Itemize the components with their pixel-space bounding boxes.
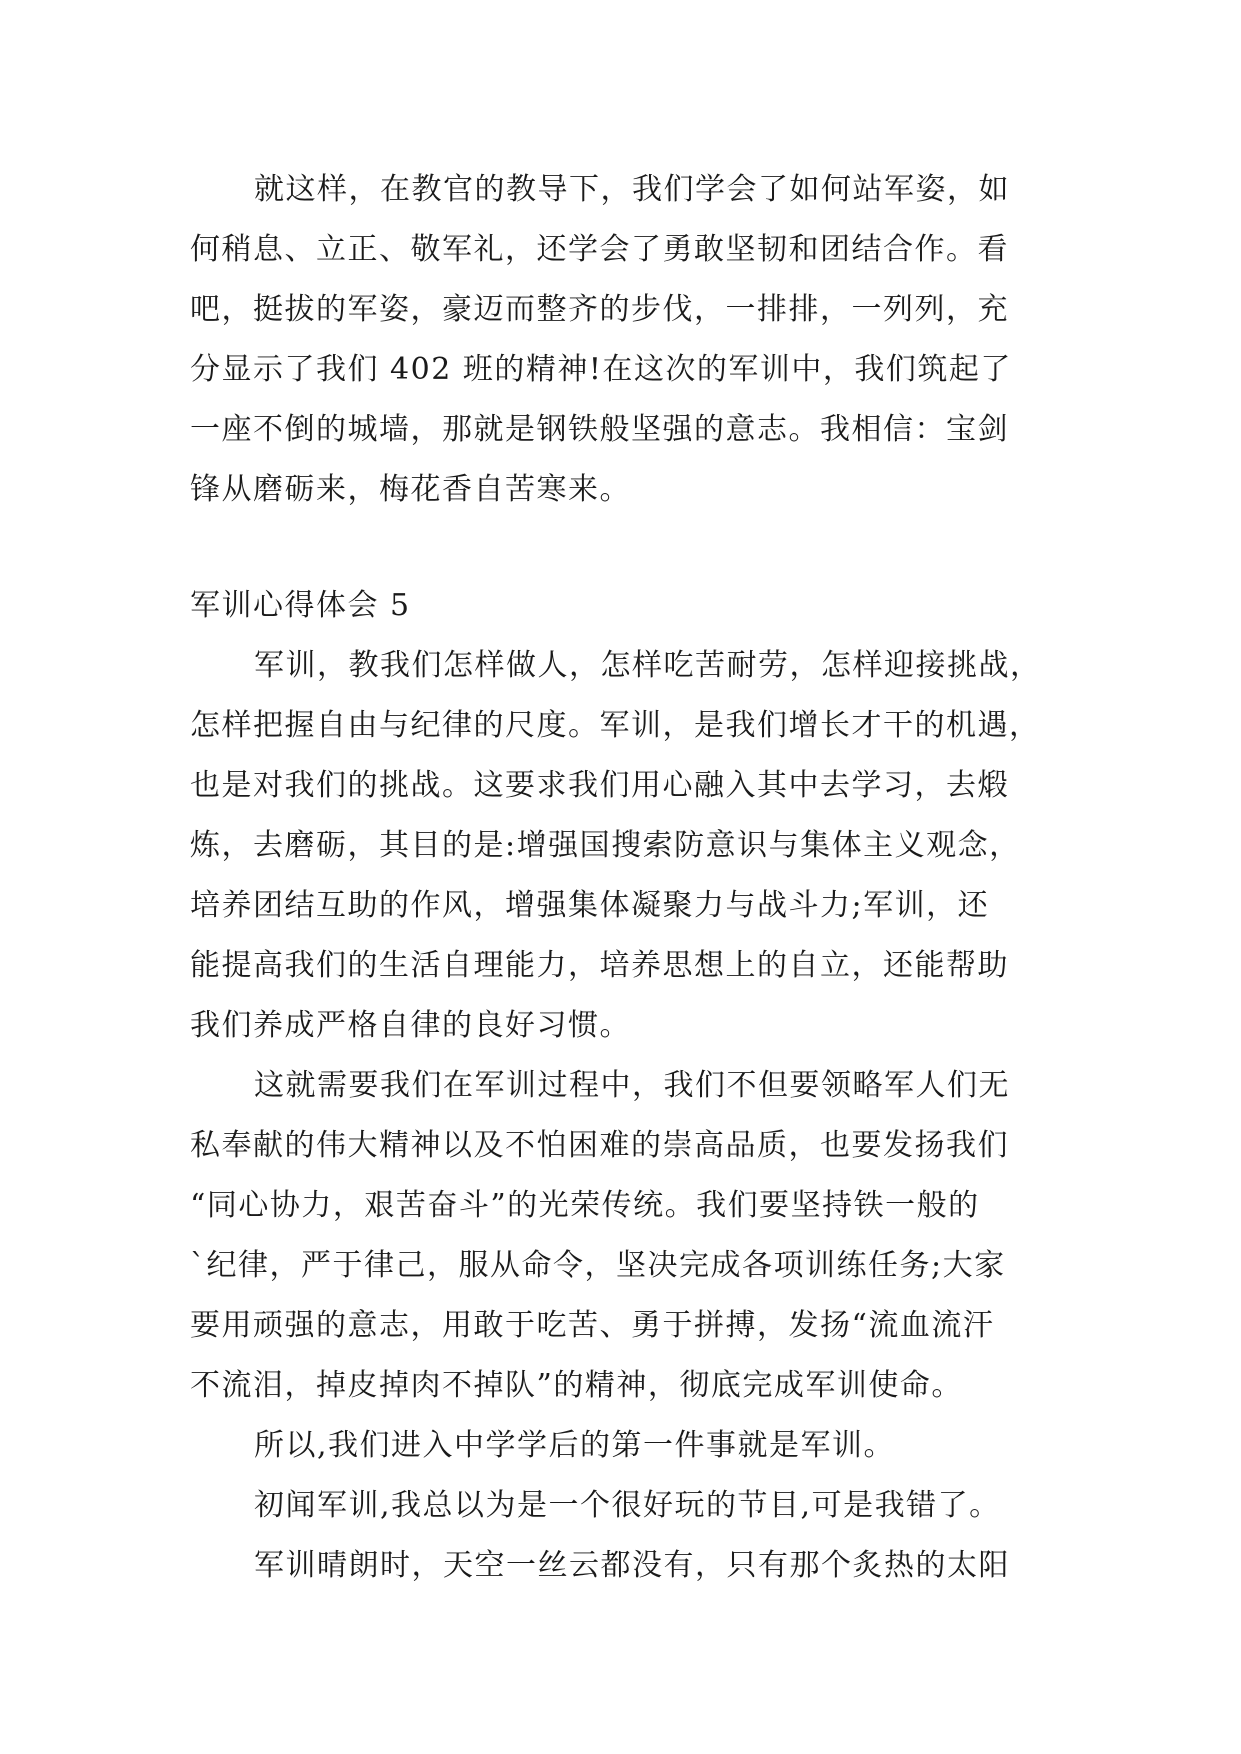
- paragraph-4: 所以,我们进入中学学后的第一件事就是军训。: [254, 1428, 896, 1463]
- document-page: [190, 160, 1052, 1596]
- paragraph-5: 初闻军训,我总以为是一个很好玩的节目,可是我错了。: [254, 1488, 1001, 1523]
- paragraph-line: 这就需要我们在军训过程中，我们不但要领略军人们无: [254, 1068, 1010, 1103]
- paragraph-line: 培养团结互助的作风，增强集体凝聚力与战斗力;军训，还: [190, 888, 990, 923]
- paragraph-line: “同心协力，艰苦奋斗”的光荣传统。我们要坚持铁一般的: [190, 1188, 980, 1223]
- paragraph-line: 怎样把握自由与纪律的尺度。军训，是我们增长才干的机遇，: [190, 708, 1041, 743]
- paragraph-6: 军训晴朗时，天空一丝云都没有，只有那个炙热的太阳: [254, 1548, 1010, 1583]
- paragraph-line: 一座不倒的城墙，那就是钢铁般坚强的意志。我相信：宝剑: [190, 412, 1009, 447]
- paragraph-line: 何稍息、立正、敬军礼，还学会了勇敢坚韧和团结合作。看: [190, 232, 1009, 267]
- paragraph-line: 私奉献的伟大精神以及不怕困难的崇高品质，也要发扬我们: [190, 1128, 1009, 1163]
- paragraph-3: [190, 1056, 1052, 1416]
- paragraph-line: 锋从磨砺来，梅花香自苦寒来。: [190, 472, 631, 507]
- paragraph-line: 要用顽强的意志，用敢于吃苦、勇于拼搏，发扬“流血流汗: [190, 1308, 995, 1343]
- paragraph-line: 我们养成严格自律的良好习惯。: [190, 1008, 631, 1043]
- paragraph-line: 吧，挺拔的军姿，豪迈而整齐的步伐，一排排，一列列，充: [190, 292, 1009, 327]
- paragraph-2: [190, 636, 1052, 1056]
- section-heading: 军训心得体会 5: [190, 588, 411, 623]
- paragraph-line: 军训，教我们怎样做人，怎样吃苦耐劳，怎样迎接挑战，: [254, 648, 1042, 683]
- paragraph-line: 能提高我们的生活自理能力，培养思想上的自立，还能帮助: [190, 948, 1009, 983]
- paragraph-1: [190, 160, 1052, 520]
- paragraph-line: 炼，去磨砺，其目的是:增强国搜索防意识与集体主义观念，: [190, 828, 1021, 863]
- paragraph-line: 不流泪，掉皮掉肉不掉队”的精神，彻底完成军训使命。: [190, 1368, 963, 1403]
- paragraph-line: `纪律，严于律己，服从命令，坚决完成各项训练任务;大家: [190, 1248, 1006, 1283]
- paragraph-line: 也是对我们的挑战。这要求我们用心融入其中去学习，去煅: [190, 768, 1009, 803]
- paragraph-line: 分显示了我们 402 班的精神!在这次的军训中，我们筑起了: [190, 352, 1012, 387]
- paragraph-line: 就这样，在教官的教导下，我们学会了如何站军姿，如: [254, 172, 1010, 207]
